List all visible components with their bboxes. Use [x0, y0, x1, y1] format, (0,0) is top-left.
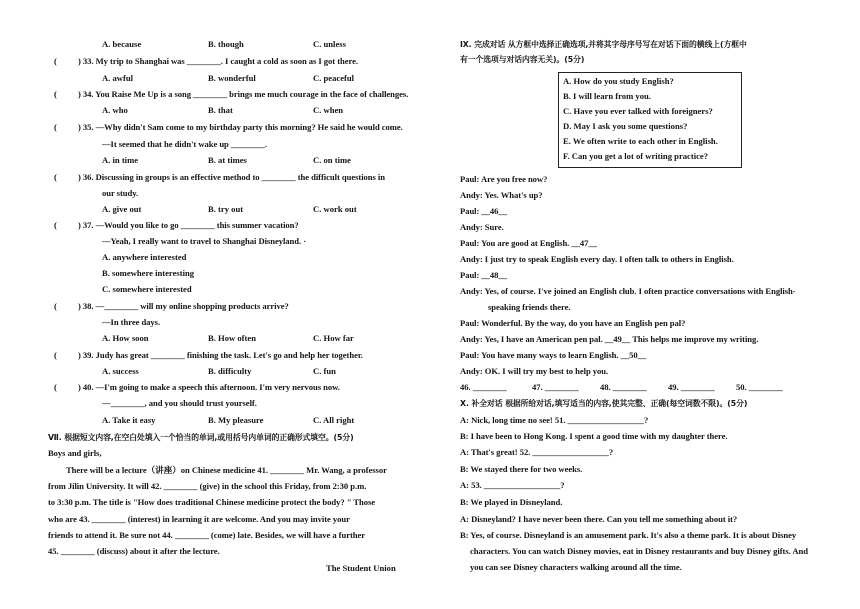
passage-line-3: to 3:30 p.m. The title is "How does traditional Chinese medicine protect the body? " Those	[48, 497, 376, 507]
dialogue2-line-7: A: Disneyland? I have never been there. Can you tell me something about it?	[460, 514, 738, 524]
q40-stem: ) 40. —I'm going to make a speech this afternoon. I'm very nervous now.	[78, 382, 340, 392]
dialogue2-line-6: B: We played in Disneyland.	[460, 497, 563, 507]
dialogue-line-7: Paul: __48__	[460, 270, 507, 280]
section-9-title-2: 有一个选项与对话内容无关)。(5分)	[460, 55, 585, 64]
q40-paren: (	[54, 382, 57, 392]
passage-line-4: who are 43. ________ (interest) in learning it are welcome. And you may invite your	[48, 514, 350, 524]
q40-stem-2: —________, and you should trust yourself.	[102, 398, 257, 408]
q38-stem: ) 38. —________ will my online shopping products arrive?	[78, 301, 289, 311]
dialogue2-line-8: B: Yes, of course. Disneyland is an amusement park. It's also a theme park. It is about Disney	[460, 530, 797, 540]
section-10-title: Ⅹ. 补全对话 根据所给对话,填写适当的内容,使其完整、正确(每空词数不限)。(5分)	[460, 399, 748, 408]
dialogue-line-6: Andy: I just try to speak English every day. I often talk to others in English.	[460, 254, 734, 264]
option-b: B. I will learn from you.	[563, 91, 651, 101]
q36-option-a: A. give out	[102, 204, 142, 214]
q37-paren: (	[54, 220, 57, 230]
dialogue2-line-5: A: 53. __________________?	[460, 480, 565, 490]
q36-option-c: C. work out	[313, 204, 357, 214]
q36-stem: ) 36. Discussing in groups is an effective method to ________ the difficult questions in	[78, 172, 385, 182]
q34-stem: ) 34. You Raise Me Up is a song ________ brings me much courage in the face of challenges.	[78, 89, 409, 99]
q38-stem-2: —In three days.	[102, 317, 161, 327]
q37-option-b: B. somewhere interesting	[102, 268, 195, 278]
dialogue2-line-8c: you can see Disney characters walking around all the time.	[470, 562, 682, 572]
passage-line-2: from Jilin University. It will 42. ________ (give) in the school this Friday, from 2:30 p.m.	[48, 481, 367, 491]
passage-signature: The Student Union	[326, 563, 396, 573]
q36-option-b: B. try out	[208, 204, 244, 214]
dialogue-line-8b: speaking friends there.	[488, 302, 571, 312]
q40-option-a: A. Take it easy	[102, 415, 156, 425]
q32-option-a: A. because	[102, 39, 142, 49]
q35-stem: ) 35. —Why didn't Sam come to my birthday party this morning? He said he would come.	[78, 122, 403, 132]
q34-paren: (	[54, 89, 57, 99]
answer-48[interactable]: 48. ________	[600, 382, 647, 392]
passage-greeting: Boys and girls,	[48, 448, 102, 458]
q38-paren: (	[54, 301, 57, 311]
dialogue-line-11: Paul: You have many ways to learn English. __50__	[460, 350, 647, 360]
passage-line-5: friends to attend it. Be sure not 44. ________ (come) late. Besides, we will have a further	[48, 530, 366, 540]
q35-option-b: B. at times	[208, 155, 247, 165]
q35-option-c: C. on time	[313, 155, 351, 165]
q39-option-a: A. success	[102, 366, 139, 376]
q40-option-b: B. My pleasure	[208, 415, 264, 425]
q37-option-a: A. anywhere interested	[102, 252, 187, 262]
answer-49[interactable]: 49. ________	[668, 382, 715, 392]
dialogue-line-3: Paul: __46__	[460, 206, 507, 216]
dialogue2-line-4: B: We stayed there for two weeks.	[460, 464, 583, 474]
q33-option-b: B. wonderful	[208, 73, 256, 83]
option-c: C. Have you ever talked with foreigners?	[563, 106, 713, 116]
dialogue-line-8: Andy: Yes, of course. I've joined an English club. I often practice conversations with English-	[460, 286, 796, 296]
dialogue-line-5: Paul: You are good at English. __47__	[460, 238, 597, 248]
q39-option-b: B. difficulty	[208, 366, 252, 376]
dialogue2-line-1: A: Nick, long time no see! 51. __________________?	[460, 415, 649, 425]
q33-option-a: A. awful	[102, 73, 134, 83]
q34-option-a: A. who	[102, 105, 128, 115]
q37-option-c: C. somewhere interested	[102, 284, 192, 294]
q35-option-a: A. in time	[102, 155, 139, 165]
option-e: E. We often write to each other in English.	[563, 136, 718, 146]
q33-stem: ) 33. My trip to Shanghai was ________. I caught a cold as soon as I got there.	[78, 56, 358, 66]
section-7-title: Ⅶ. 根据短文内容,在空白处填入一个恰当的单词,或用括号内单词的正确形式填空。(5分)	[48, 433, 354, 442]
option-a: A. How do you study English?	[563, 76, 674, 86]
dialogue-line-9: Paul: Wonderful. By the way, do you have an English pen pal?	[460, 318, 686, 328]
dialogue-line-1: Paul: Are you free now?	[460, 174, 548, 184]
dialogue-line-4: Andy: Sure.	[460, 222, 504, 232]
q37-stem: ) 37. —Would you like to go ________ this summer vacation?	[78, 220, 299, 230]
answer-46[interactable]: 46. ________	[460, 382, 507, 392]
q36-paren: (	[54, 172, 57, 182]
q32-option-b: B. though	[208, 39, 244, 49]
q39-paren: (	[54, 350, 57, 360]
q39-option-c: C. fun	[313, 366, 336, 376]
q37-stem-2: —Yeah, I really want to travel to Shanghai Disneyland. ·	[102, 236, 307, 246]
q36-stem-2: our study.	[102, 188, 139, 198]
dialogue2-line-2: B: I have been to Hong Kong. I spent a good time with my daughter there.	[460, 431, 728, 441]
q33-option-c: C. peaceful	[313, 73, 355, 83]
dialogue2-line-8b: characters. You can watch Disney movies, eat in Disney restaurants and buy Disney gifts. And	[470, 546, 808, 556]
q32-option-c: C. unless	[313, 39, 346, 49]
q40-option-c: C. All right	[313, 415, 355, 425]
q38-option-a: A. How soon	[102, 333, 149, 343]
q38-option-c: C. How far	[313, 333, 354, 343]
dialogue-line-12: Andy: OK. I will try my best to help you.	[460, 366, 609, 376]
passage-line-1: There will be a lecture（讲座）on Chinese medicine 41. ________ Mr. Wang, a professor	[66, 465, 387, 475]
passage-line-6: 45. ________ (discuss) about it after the lecture.	[48, 546, 220, 556]
q34-option-b: B. that	[208, 105, 233, 115]
q35-paren: (	[54, 122, 57, 132]
q39-stem: ) 39. Judy has great ________ finishing the task. Let's go and help her together.	[78, 350, 363, 360]
dialogue-line-10: Andy: Yes, I have an American pen pal. __49__ This helps me improve my writing.	[460, 334, 759, 344]
dialogue2-line-3: A: That's great! 52. __________________?	[460, 447, 614, 457]
answer-50[interactable]: 50. ________	[736, 382, 783, 392]
dialogue-line-2: Andy: Yes. What's up?	[460, 190, 543, 200]
option-d: D. May I ask you some questions?	[563, 121, 688, 131]
q33-paren: (	[54, 56, 57, 66]
options-box	[558, 72, 742, 168]
q35-stem-2: —It seemed that he didn't wake up ________.	[102, 139, 267, 149]
q38-option-b: B. How often	[208, 333, 256, 343]
answer-47[interactable]: 47. ________	[532, 382, 579, 392]
option-f: F. Can you get a lot of writing practice?	[563, 151, 709, 161]
q34-option-c: C. when	[313, 105, 344, 115]
section-9-title: Ⅸ. 完成对话 从方框中选择正确选项,并将其字母序号写在对话下面的横线上(方框中	[460, 40, 747, 49]
